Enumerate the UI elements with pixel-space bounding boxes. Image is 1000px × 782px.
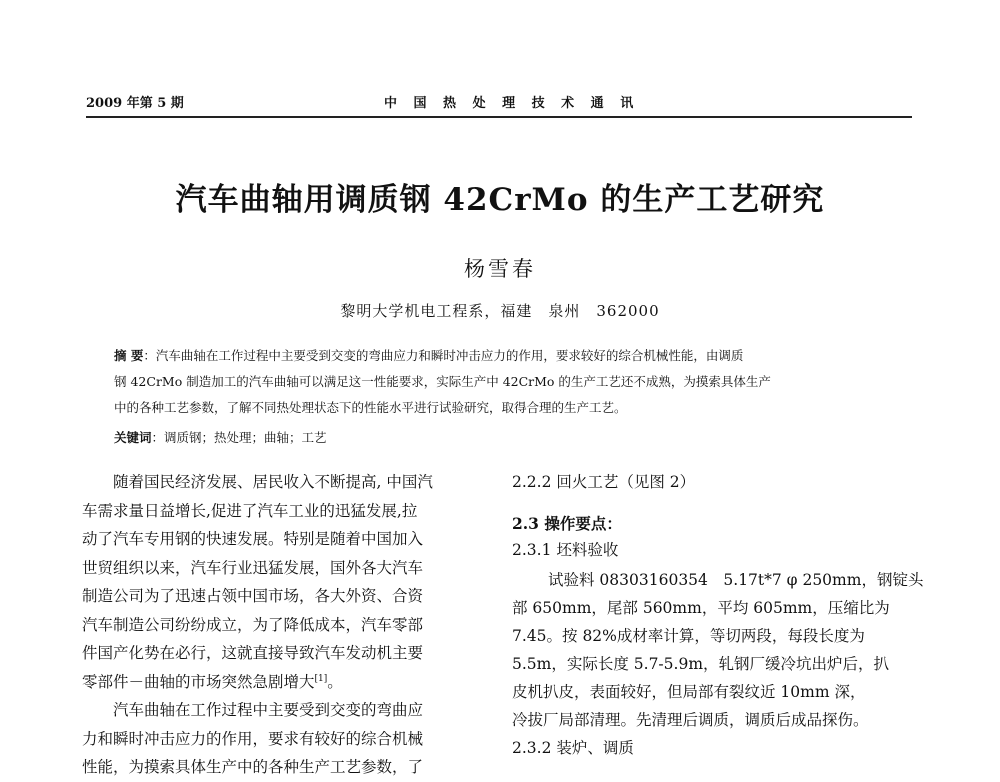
body-line: 汽车制造公司纷纷成立，为了降低成本，汽车零部: [82, 615, 424, 634]
section-heading-2-3-1: 2.3.1 坯料验收: [512, 541, 619, 559]
body-line: 冷拔厂局部清理。先清理后调质，调质后成品探伤。: [512, 711, 869, 729]
body-line: 动了汽车专用钢的快速发展。特别是随着中国加入: [82, 530, 424, 548]
left-column: [82, 468, 482, 782]
body-line: 汽车曲轴在工作过程中主要受到交变的弯曲应: [113, 701, 424, 719]
body-line: 7.45。按 82%成材率计算，等切两段，每段长度为: [512, 627, 865, 645]
paper-title: 汽车曲轴用调质钢 42CrMo 的生产工艺研究: [175, 182, 825, 218]
body-line: 制造公司为了迅速占领中国市场，各大外资、合资: [82, 587, 424, 605]
body-line: 世贸组织以来，汽车行业迅猛发展，国外各大汽车: [82, 558, 424, 577]
body-line: 部 650mm，尾部 560mm，平均 605mm，压缩比为: [512, 599, 890, 617]
body-line: 随着国民经济发展、居民收入不断提高, 中国汽: [113, 473, 433, 491]
journal-name: 中 国 热 处 理 技 术 通 讯: [384, 96, 640, 111]
citation-ref: [1]: [314, 673, 328, 684]
body-line: 车需求量日益增长,促进了汽车工业的迅猛发展,拉: [82, 501, 418, 520]
body-line: 零部件－曲轴的市场突然急剧增大[1]。: [82, 672, 343, 691]
body-line: 力和瞬时冲击应力的作用，要求有较好的综合机械: [82, 729, 424, 748]
keywords-text: ：调质钢；热处理；曲轴；工艺: [151, 430, 327, 445]
body-line: 件国产化势在必行，这就直接导致汽车发动机主要: [82, 644, 424, 662]
section-heading-2-3: 2.3 操作要点：: [512, 514, 622, 533]
section-heading-2-3-2: 2.3.2 装炉、调质: [512, 739, 634, 757]
abstract-label: 摘 要: [114, 348, 144, 363]
abstract-line: 钢 42CrMo 制造加工的汽车曲轴可以满足这一性能要求，实际生产中 42CrMo 的生产工艺还不成熟，为摸索具体生产: [114, 374, 771, 389]
body-line: 性能，为摸索具体生产中的各种生产工艺参数，了: [82, 758, 424, 776]
author-name: 杨雪春: [464, 257, 536, 281]
abstract-line: 摘 要：汽车曲轴在工作过程中主要受到交变的弯曲应力和瞬时冲击应力的作用，要求较好的综合机械性能，由调质: [114, 348, 744, 363]
body-line: 试验料 08303160354 5.17t*7 φ 250mm，钢锭头: [548, 571, 924, 589]
issue-number: 2009 年第 5 期: [86, 96, 184, 111]
body-line: 5.5m，实际长度 5.7-5.9m，轧钢厂缓冷坑出炉后，扒: [512, 655, 890, 673]
keywords: [114, 428, 327, 446]
affiliation: 黎明大学机电工程系，福建 泉州 362000: [340, 302, 660, 320]
body-line: 皮机扒皮，表面较好，但局部有裂纹近 10mm 深，: [512, 683, 866, 701]
keywords-label: 关键词: [114, 430, 152, 445]
section-heading-2-2-2: 2.2.2 回火工艺（见图 2）: [512, 473, 696, 491]
abstract: [114, 343, 890, 421]
abstract-line: 中的各种工艺参数，了解不同热处理状态下的性能水平进行试验研究，取得合理的生产工艺。: [114, 400, 627, 415]
header-rule: [86, 116, 912, 118]
